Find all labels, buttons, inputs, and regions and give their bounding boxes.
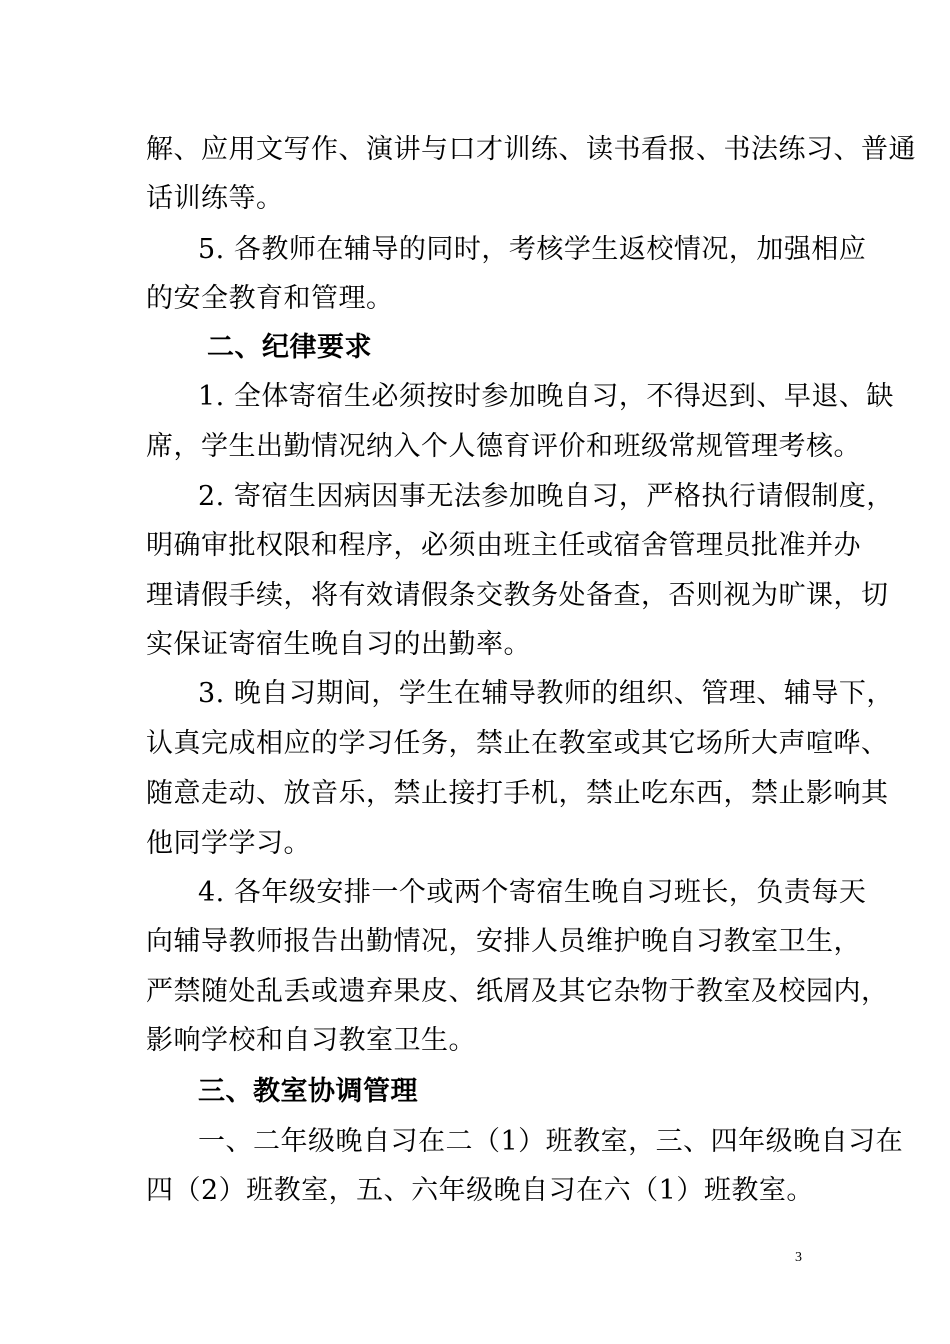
text-line: 影响学校和自习教室卫生。 bbox=[146, 1025, 476, 1056]
section-heading-discipline: 二、纪律要求 bbox=[207, 332, 372, 363]
text-line: 的安全教育和管理。 bbox=[146, 283, 394, 314]
rule-3-start: 3. 晚自习期间，学生在辅导教师的组织、管理、辅导下， bbox=[198, 678, 894, 709]
text-line: 实保证寄宿生晚自习的出勤率。 bbox=[146, 629, 531, 660]
rule-4-start: 4. 各年级安排一个或两个寄宿生晚自习班长，负责每天 bbox=[198, 877, 867, 908]
page-number: 3 bbox=[795, 1250, 802, 1265]
rule-1-start: 1. 全体寄宿生必须按时参加晚自习，不得迟到、早退、缺 bbox=[198, 381, 894, 412]
classroom-paragraph-start: 一、二年级晚自习在二（1）班教室，三、四年级晚自习在 bbox=[198, 1126, 904, 1157]
text-line: 明确审批权限和程序，必须由班主任或宿舍管理员批准并办 bbox=[146, 530, 861, 561]
text-line: 理请假手续，将有效请假条交教务处备查，否则视为旷课，切 bbox=[146, 580, 889, 611]
text-line: 他同学学习。 bbox=[146, 828, 311, 859]
text-line: 随意走动、放音乐，禁止接打手机，禁止吃东西，禁止影响其 bbox=[146, 778, 889, 809]
section-heading-classroom: 三、教室协调管理 bbox=[198, 1076, 418, 1107]
text-line: 严禁随处乱丢或遗弃果皮、纸屑及其它杂物于教室及校园内， bbox=[146, 976, 889, 1007]
text-line: 解、应用文写作、演讲与口才训练、读书看报、书法练习、普通 bbox=[146, 134, 916, 165]
text-line: 四（2）班教室，五、六年级晚自习在六（1）班教室。 bbox=[146, 1175, 814, 1206]
text-line: 认真完成相应的学习任务，禁止在教室或其它场所大声喧哗、 bbox=[146, 728, 889, 759]
text-line: 向辅导教师报告出勤情况，安排人员维护晚自习教室卫生， bbox=[146, 926, 861, 957]
paragraph-5-start: 5. 各教师在辅导的同时，考核学生返校情况，加强相应 bbox=[198, 234, 867, 265]
text-line: 席，学生出勤情况纳入个人德育评价和班级常规管理考核。 bbox=[146, 431, 861, 462]
text-line: 话训练等。 bbox=[146, 183, 284, 214]
rule-2-start: 2. 寄宿生因病因事无法参加晚自习，严格执行请假制度， bbox=[198, 481, 894, 512]
